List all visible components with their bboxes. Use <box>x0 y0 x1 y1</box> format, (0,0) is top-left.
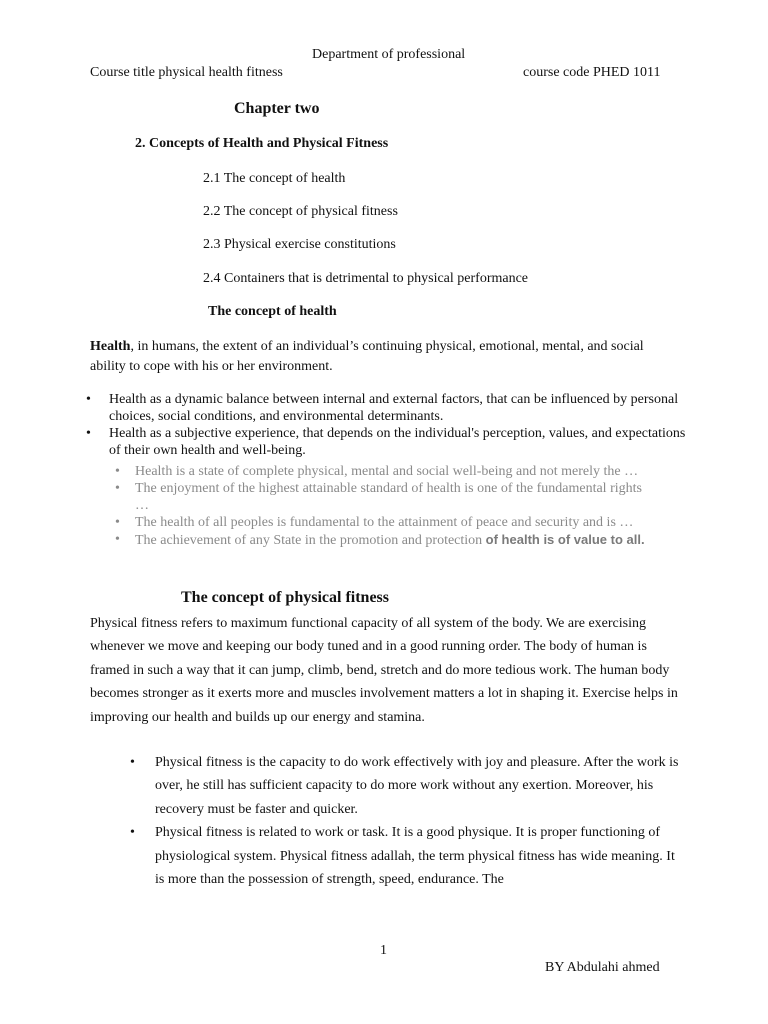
toc-item: 2.4 Containers that is detrimental to physical performance <box>203 271 529 286</box>
fitness-paragraph: Physical fitness refers to maximum functional capacity of all system of the body. We are exercising whenever we move and keeping our body tuned and in a good running order. The body of human is framed in such a way that it can jump, climb, bend, stretch and do more tedious work. The human body becomes stronger as it exerts more and muscles involvement matters a lot in shaping it. Exercise helps in improving our health and builds up our energy and stamina. <box>90 616 678 725</box>
sub-bullet-text: The achievement of any State in the promotion and protection <box>135 533 486 548</box>
course-title: Course title physical health fitness <box>90 65 283 80</box>
list-item <box>112 480 650 514</box>
toc-item: 2.3 Physical exercise constitutions <box>203 237 396 252</box>
toc-item: 2.1 The concept of health <box>203 171 346 186</box>
section-heading: 2. Concepts of Health and Physical Fitness <box>135 136 389 151</box>
list-item: • Physical fitness is related to work or task. It is a good physique. It is proper functioning of physiological system. Physical fitness adallah, the term physical fitness has wide meaning. It is more than the possession of strength, speed, endurance. The <box>130 821 680 891</box>
toc-item: 2.2 The concept of physical fitness <box>203 204 398 219</box>
department-header: Department of professional <box>312 47 466 62</box>
health-bullet-list <box>86 391 686 459</box>
health-sub-bullet-list <box>112 463 692 549</box>
health-intro-bold: Health <box>90 339 131 354</box>
fitness-bullet-list <box>130 751 680 891</box>
list-item: • Health as a subjective experience, that depends on the individual's perception, values, and expectations of their own health and well-being. <box>86 425 686 459</box>
list-item: • Health is a state of complete physical, mental and social well-being and not merely the … <box>112 463 692 480</box>
health-heading: The concept of health <box>208 304 337 319</box>
list-item <box>112 531 680 549</box>
chapter-title: Chapter two <box>234 100 320 117</box>
sub-bullet-bold-text: of health is of value to all. <box>485 532 645 547</box>
health-intro-text: , in humans, the extent of an individual’s continuing physical, emotional, mental, and social ability to cope with his or her environment. <box>90 339 644 374</box>
page-number: 1 <box>380 943 387 958</box>
list-item: • The health of all peoples is fundamental to the attainment of peace and security and is … <box>112 514 692 531</box>
author: BY Abdulahi ahmed <box>545 960 660 975</box>
health-intro <box>90 337 665 377</box>
sub-bullet-text: The enjoyment of the highest attainable standard of health is one of the fundamental rights … <box>135 481 642 513</box>
course-code: course code PHED 1011 <box>523 65 661 80</box>
fitness-heading: The concept of physical fitness <box>181 589 389 606</box>
list-item: • Physical fitness is the capacity to do work effectively with joy and pleasure. After the work is over, he still has sufficient capacity to do more work without any exertion. Moreover, his recovery must be faster and quicker. <box>130 751 680 821</box>
list-item: • Health as a dynamic balance between internal and external factors, that can be influenced by personal choices, social conditions, and environmental determinants. <box>86 391 686 425</box>
